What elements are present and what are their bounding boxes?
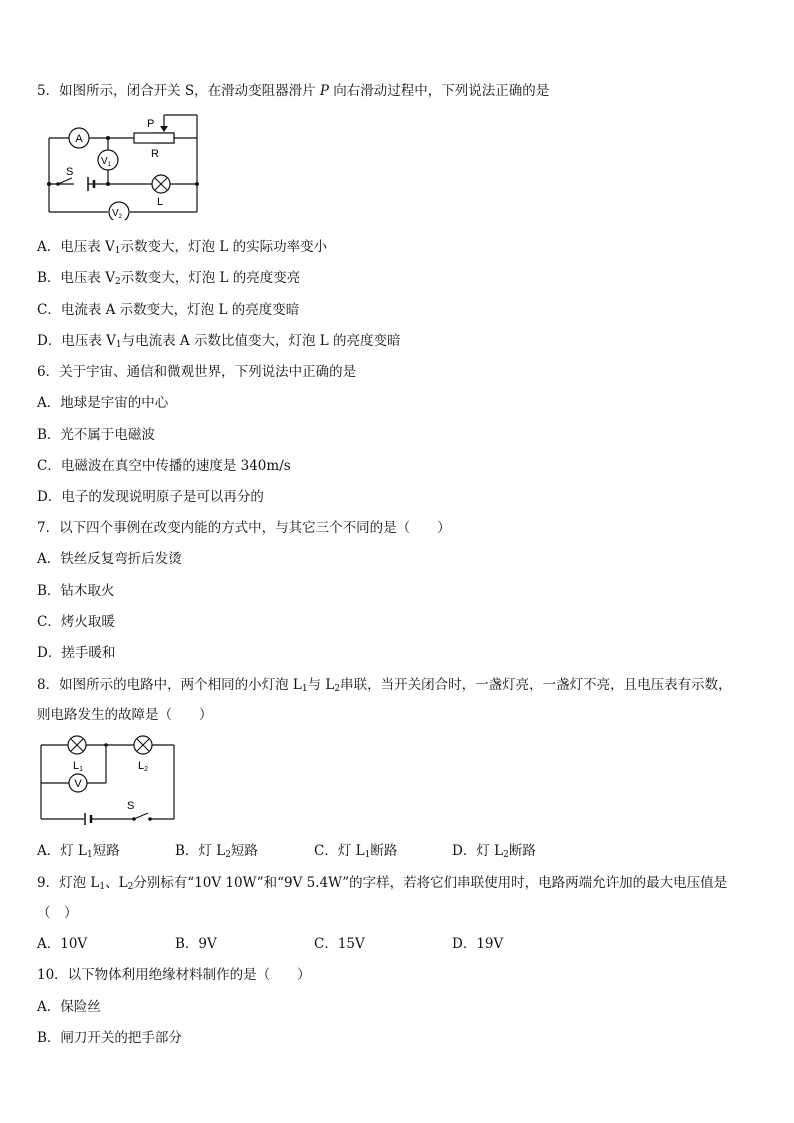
q5-option-c[interactable]: C．电流表 A 示数变大，灯泡 L 的亮度变暗 xyxy=(37,302,300,318)
q8-option-b[interactable]: B．灯 $L_2$短路 xyxy=(175,843,258,860)
q5-v2-label: $V_2$ xyxy=(111,208,123,220)
q8-stem-line1: 8．如图所示的电路中，两个相同的小灯泡 $L_1$与 $L_2$串联，当开关闭合时，一盏灯亮，一盏灯不亮，且电压表有示数， xyxy=(37,677,732,694)
q5-option-d[interactable]: D．电压表 $V_1$与电流表 A 示数比值变大，灯泡 L 的亮度变暗 xyxy=(37,333,401,350)
q9-option-c[interactable]: C．15V xyxy=(314,936,365,952)
q6-stem: 6．关于宇宙、通信和微观世界，下列说法中正确的是 xyxy=(37,364,357,380)
q7-stem: 7．以下四个事例在改变内能的方式中，与其它三个不同的是（ ） xyxy=(37,520,451,536)
q5-v1-label: $V_1$ xyxy=(100,156,112,168)
q10-option-a[interactable]: A．保险丝 xyxy=(37,999,101,1015)
q5-circuit-diagram xyxy=(44,110,204,220)
q7-option-c[interactable]: C．烤火取暖 xyxy=(37,614,115,630)
q8-circuit-diagram xyxy=(38,733,178,829)
q8-lamp2 xyxy=(134,736,152,754)
q5-slider-label: P xyxy=(147,118,155,130)
q8-stem-line2: 则电路发生的故障是（ ） xyxy=(37,707,213,723)
q5-rheostat-label: R xyxy=(151,148,159,160)
q5-option-b[interactable]: B．电压表 $V_2$示数变大，灯泡 L 的亮度变亮 xyxy=(37,270,301,287)
q7-option-b[interactable]: B．钻木取火 xyxy=(37,583,115,599)
q8-option-a[interactable]: A．灯 $L_1$短路 xyxy=(37,843,120,860)
q6-option-d[interactable]: D．电子的发现说明原子是可以再分的 xyxy=(37,489,264,505)
q8-lamp2-label: L2 xyxy=(138,760,149,773)
q5-lamp xyxy=(152,175,170,193)
q9-stem-line1: 9．灯泡 $L_1$、$L_2$分别标有“10V 10W”和“9V 5.4W”的字样，若将它们串联使用时，电路两端允许加的最大电压值是 xyxy=(37,875,728,892)
q8-lamp1 xyxy=(68,736,86,754)
q5-option-a[interactable]: A．电压表 $V_1$示数变大，灯泡 L 的实际功率变小 xyxy=(37,239,328,256)
q8-option-c[interactable]: C．灯 $L_1$断路 xyxy=(314,843,398,860)
q5-lamp-label: L xyxy=(157,196,164,208)
q5-switch-label: S xyxy=(66,166,74,178)
q5-ammeter-label: A xyxy=(75,133,83,145)
q9-stem-line2: （ ） xyxy=(37,905,78,921)
q6-option-b[interactable]: B．光不属于电磁波 xyxy=(37,427,155,443)
q7-option-d[interactable]: D．搓手暖和 xyxy=(37,645,116,661)
q9-option-d[interactable]: D．19V xyxy=(452,936,504,952)
q8-lamp1-label: L1 xyxy=(73,760,84,773)
q9-option-a[interactable]: A．10V xyxy=(37,936,88,952)
q10-stem: 10．以下物体利用绝缘材料制作的是（ ） xyxy=(37,967,311,983)
q8-switch-label: S xyxy=(127,800,135,812)
q7-option-a[interactable]: A．铁丝反复弯折后发烫 xyxy=(37,551,182,567)
q9-option-b[interactable]: B．9V xyxy=(175,936,217,952)
q10-option-b[interactable]: B．闸刀开关的把手部分 xyxy=(37,1030,182,1046)
q8-voltmeter-label: V xyxy=(74,778,82,790)
q6-option-a[interactable]: A．地球是宇宙的中心 xyxy=(37,395,169,411)
q6-option-c[interactable]: C．电磁波在真空中传播的速度是 340m/s xyxy=(37,458,291,474)
q8-option-d[interactable]: D．灯 $L_2$断路 xyxy=(452,843,536,860)
q5-stem: 5．如图所示，闭合开关 S，在滑动变阻器滑片 P 向右滑动过程中，下列说法正确的是 xyxy=(37,83,550,99)
